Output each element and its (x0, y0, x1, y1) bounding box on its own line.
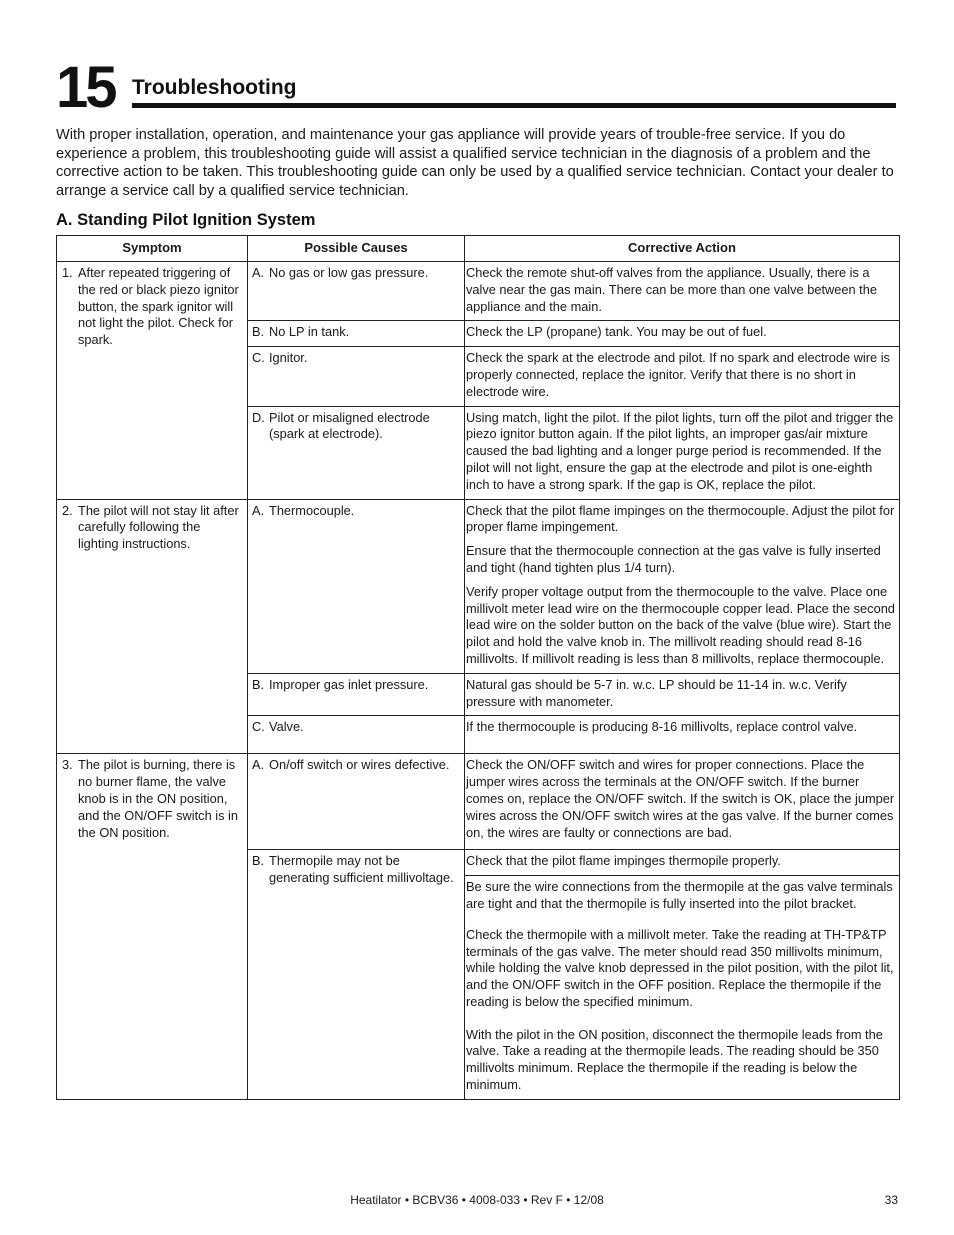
action-text: Check the remote shut-off valves from the appliance. Usually, there is a valve near the gas main. There can be more than one valve between the appliance and the main. (466, 265, 877, 314)
action-text: Check the spark at the electrode and pilot. If no spark and electrode wire is properly connected, replace the ignitor. Verify that there is no short in electrode wire. (466, 350, 890, 399)
action-cell (465, 754, 900, 850)
cause-text: No gas or low gas pressure. (269, 265, 429, 280)
action-text: Be sure the wire connections from the thermopile at the gas valve terminals are tight and that the thermopile is fully inserted into the pilot bracket. (466, 879, 893, 911)
cause-letter: B. (252, 676, 265, 692)
action-text: Check the LP (propane) tank. You may be out of fuel. (466, 324, 767, 340)
cause-text: Thermocouple. (269, 502, 355, 518)
cause-letter: A. (252, 757, 265, 773)
title-rule (132, 103, 896, 108)
cause-text: Thermopile may not be generating sufficient millivoltage. (269, 853, 454, 886)
cause-cell (248, 850, 465, 1100)
cause-cell (248, 347, 465, 406)
cause-cell (248, 716, 465, 754)
action-cell (465, 262, 900, 321)
footer-document-info: Heatilator • BCBV36 • 4008-033 • Rev F • 12/08 (350, 1193, 604, 1207)
action-text: If the thermocouple is producing 8-16 millivolts, replace control valve. (466, 719, 858, 735)
cause-letter: B. (252, 853, 265, 869)
cause-text: No LP in tank. (269, 324, 350, 340)
chapter-title: Troubleshooting (132, 76, 297, 99)
column-header-causes: Possible Causes (248, 236, 465, 262)
table-header-row (57, 236, 900, 262)
symptom-text: After repeated triggering of the red or black piezo ignitor button, the spark ignitor will not light the pilot. Check for spark. (78, 265, 239, 348)
action-text: Check the ON/OFF switch and wires for proper connections. Place the jumper wires across the terminals at the ON/OFF switch. If the burner comes on, replace the ON/OFF switch. If the switch is OK, place the jumper wires across the ON/OFF switch wires at the gas valve. If the burner comes on, the wires are faulty or connections are bad. (466, 757, 895, 840)
cause-cell (248, 499, 465, 673)
cause-text: Ignitor. (269, 350, 308, 366)
cause-cell (248, 262, 465, 321)
action-cell (465, 716, 900, 754)
cause-letter: C. (252, 719, 265, 735)
cause-letter: A. (252, 265, 265, 280)
troubleshooting-table (56, 235, 900, 1100)
symptom-cell (57, 499, 248, 754)
cause-text: Valve. (269, 719, 304, 735)
intro-paragraph: With proper installation, operation, and maintenance your gas appliance will provide years of trouble-free service. If you do experience a problem, this troubleshooting guide will assist a qualified service technician in the diagnosis of a problem and the corrective action to be taken. This troubleshooting guide can only be used by a qualified service technician. Contact your dealer to arrange a service call by a qualified service technician. (56, 127, 894, 199)
symptom-text: The pilot will not stay lit after carefully following the lighting instructions. (78, 502, 239, 552)
action-text: Verify proper voltage output from the thermocouple to the valve. Place one millivolt meter lead wire on the thermocouple copper lead. Place the second lead wire on the solder button on the back of the valve (blue wire). Start the pilot and hold the valve knob in. The millivolt reading should read 8-16 millivolts. If millivolt reading is less than 8 millivolts, replace thermocouple. (466, 583, 895, 666)
symptom-cell (57, 262, 248, 500)
action-cell (465, 321, 900, 347)
cause-letter: A. (252, 502, 265, 518)
symptom-cell (57, 754, 248, 1100)
cause-cell (248, 754, 465, 850)
table-row (57, 499, 900, 673)
symptom-text: The pilot is burning, there is no burner flame, the valve knob is in the ON position, and the ON/OFF switch is in the ON position. (78, 757, 239, 840)
chapter-header (56, 55, 898, 120)
cause-letter: B. (252, 324, 265, 340)
action-cell (465, 876, 900, 1100)
cause-cell (248, 673, 465, 716)
action-cell (465, 406, 900, 499)
cause-text: On/off switch or wires defective. (269, 757, 450, 773)
cause-text: Improper gas inlet pressure. (269, 676, 429, 692)
column-header-symptom: Symptom (57, 236, 248, 262)
cause-letter: C. (252, 350, 265, 366)
cause-cell (248, 321, 465, 347)
action-text: Check that the pilot flame impinges thermopile properly. (466, 853, 781, 869)
action-text: Check that the pilot flame impinges on the thermocouple. Adjust the pilot for proper flame impingement. (466, 502, 895, 535)
symptom-number: 1. (62, 265, 73, 280)
column-header-action: Corrective Action (465, 236, 900, 262)
table-row (57, 754, 900, 850)
action-cell (465, 347, 900, 406)
action-text: With the pilot in the ON position, disconnect the thermopile leads from the valve. Take a reading at the thermopile leads. The reading should be 350 millivolts minimum. Replace the thermopile if the reading is below the minimum. (466, 1026, 883, 1093)
cause-text: Pilot or misaligned electrode (spark at electrode). (269, 409, 430, 442)
action-cell (465, 850, 900, 876)
action-text: Natural gas should be 5-7 in. w.c. LP should be 11-14 in. w.c. Verify pressure with manometer. (466, 676, 847, 709)
page-number: 33 (884, 1193, 898, 1207)
action-cell (465, 499, 900, 673)
action-text: Using match, light the pilot. If the pilot lights, turn off the pilot and trigger the piezo ignitor button again. If the pilot lights, an improper gas/air mixture caused the bad lighting and a longer purge period is recommended. If the pilot will not light, ensure the gap at the electrode and pilot is one-eighth inch to have a strong spark. If the gap is OK, replace the pilot. (466, 409, 894, 492)
symptom-number: 3. (62, 757, 73, 773)
cause-cell (248, 406, 465, 499)
action-cell (465, 673, 900, 716)
table-row (57, 262, 900, 321)
cause-letter: D. (252, 409, 265, 425)
action-text: Check the thermopile with a millivolt meter. Take the reading at TH-TP&TP terminals of the gas valve. The meter should read 350 millivolts minimum, while holding the valve knob depressed in the pilot position, with the pilot lit, and the ON/OFF switch in the OFF position. Replace the thermopile if the reading is below the specified minimum. (466, 926, 894, 1009)
symptom-number: 2. (62, 502, 73, 518)
action-text: Ensure that the thermocouple connection at the gas valve is fully inserted and tight (hand tighten plus 1/4 turn). (466, 543, 881, 575)
section-title: A. Standing Pilot Ignition System (56, 211, 316, 229)
chapter-number: 15 (56, 55, 115, 120)
